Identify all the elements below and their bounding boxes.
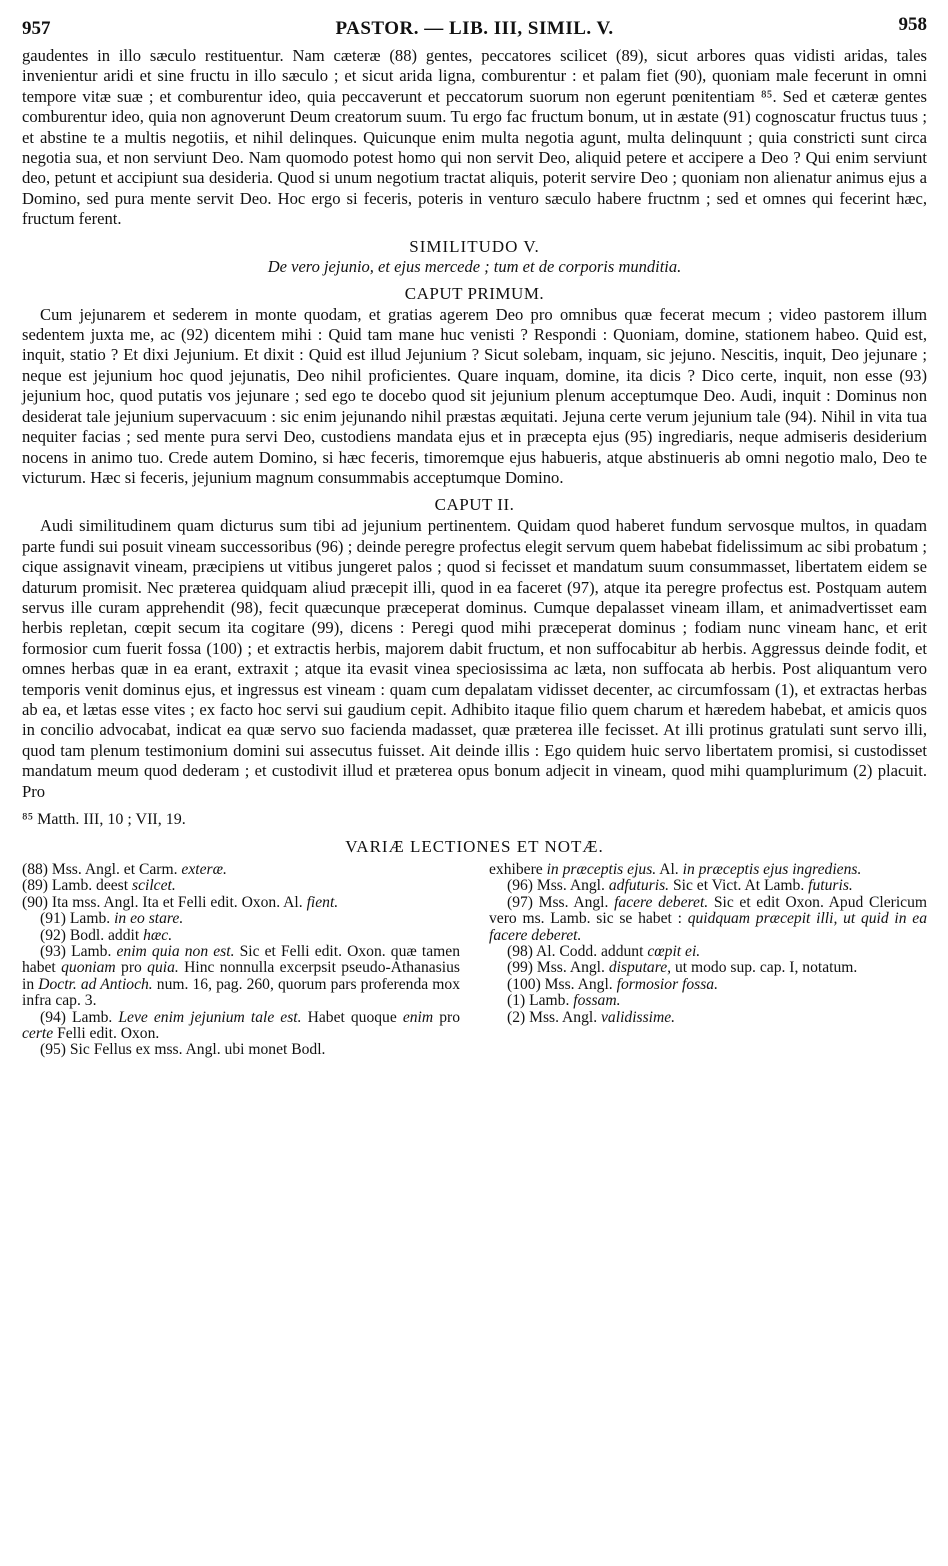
notes-left-column [22,862,460,1059]
running-title: PASTOR. — LIB. III, SIMIL. V. [335,18,614,39]
document-page [22,8,927,1059]
similitudo-title: SIMILITUDO V. [409,236,540,256]
note-94: (94) Lamb. Leve enim jejunium tale est. Habet quoque enim pro certe Felli edit. Oxon. [22,1008,460,1043]
note-97: (97) Mss. Angl. facere deberet. Sic et edit Oxon. Apud Clericum vero ms. Lamb. sic se habet : quidquam præcepit illi, ut quid in ea facere deberet. [489,893,928,944]
note-100: (100) Mss. Angl. formosior fossa. [507,975,718,993]
left-page-number: 957 [22,18,51,39]
notes-columns [22,862,927,1059]
caput-primum-text: Cum jejunarem et sederem in monte quodam, et gratias agerem Deo pro omnibus quæ fecerat mecum ; video pastorem illum sedentem juxta me, ac (92) dicentem mihi : Quid tam mane huc venisti ? Respondi : Quoniam, domine, stationem habeo. Quid est, inquit, statio ? Et dixi Jejunium. Et dixit : Quid est illud Jejunium ? Sicut solebam, inquam, sic jejuno. Nescitis, inquit, Deo jejunare ; neque est jejunium hoc quod jejunatis, Deo nihil proficientes. Quare inquam, domine, ita dicis ? Dico certe, inquit, non esse (93) jejunium hoc, quod putatis vos jejunare ; sed ego te docebo quod sit jejunium plenum acceptumque Deo. Audi, inquit : Dominus non desiderat tale jejunium supervacuum : sic enim jejunando nihil præstas æquitati. Jejuna certe verum jejunium tale (94). Nihil in vita tua nequiter facias ; sed mente pura servi Deo, custodiens mandata ejus et in præcepta ejus (95) ingrediaris, neque admiseris desiderium nocens in animo tuo. Crede autem Domino, si hæc feceris, timoremque ejus habueris, atque abstinueris ab omni negotio malo, Deo te victurum. Hæc si feceris, jejunium magnum consummabis acceptumque Domino. [22,304,927,487]
note-88: (88) Mss. Angl. et Carm. exteræ. [22,861,227,878]
notes-right-column [489,862,927,1059]
similitudo-subtitle: De vero jejunio, et ejus mercede ; tum et de corporis munditia. [267,256,682,276]
note-95-continued: exhibere in præceptis ejus. Al. in præceptis ejus ingrediens. [489,861,862,878]
footnote: ⁸⁵ Matth. III, 10 ; VII, 19. [22,811,186,828]
running-header [22,8,927,46]
note-92: (92) Bodl. addit hæc. [40,926,173,944]
note-91: (91) Lamb. in eo stare. [40,910,184,928]
note-95: (95) Sic Fellus ex mss. Angl. ubi monet Bodl. [40,1041,326,1059]
caput-primum-heading: CAPUT PRIMUM. [404,283,545,303]
intro-paragraph: gaudentes in illo sæculo restituentur. Nam cæteræ (88) gentes, peccatores scilicet (89), sicut arbores quas vidisti aridas, tales invenientur aridi et sine fructu in illo sæculo ; et sicut arida ligna, comburentur : et palam fiet (90), quoniam male fecerunt in omni tempore vitæ suæ ; et comburentur ideo, quia peccaverunt et peccatorum suorum non egerunt pœnitentiam ⁸⁵. Sed et cæteræ gentes comburentur ideo, quia non agnoverunt Deum creatorum suum. Tu ergo fac fructum bonum, ut in æstate (91) cognoscatur fructus tuus ; et abstine te a multis negotiis, et nihil delinques. Quicunque enim multa negotia agunt, multa delinquunt ; quia constricti sunt circa negotia sua, et non serviunt Deo. Nam quomodo potest homo qui non servit Deo, aliquid petere et accipere a Deo ? Qui enim serviunt deo, petunt et accipiunt sua desideria. Quod si unum negotium tractat aliquis, poterit servire Deo ; quoniam non alienatur animus ejus a Domino, sed pura mente servit Deo. Hoc ergo si feceris, poteris in venturo sæculo habere fructnm ; sed et omnes qui fecerint hæc, fructum ferent. [22,46,927,229]
notes-heading: VARIÆ LECTIONES ET NOTÆ. [345,837,604,856]
note-1: (1) Lamb. fossam. [507,992,621,1010]
note-90: (90) Ita mss. Angl. Ita et Felli edit. Oxon. Al. fient. [22,893,339,911]
note-98: (98) Al. Codd. addunt cœpit ei. [507,943,701,961]
right-page-number: 958 [898,14,927,35]
note-89: (89) Lamb. deest scilcet. [22,877,176,895]
caput-ii-text: Audi similitudinem quam dicturus sum tibi ad jejunium pertinentem. Quidam quod haberet fundum servosque multos, in quadam parte fundi sui posuit vineam successoribus (96) ; deinde peregre profectus elegit servum quem habebat fidelissimum ac sibi probatum ; cique assignavit vineam, præcipiens ut vitibus jungeret palos ; quod si fecisset et mandatum suum consummasset, libertatem eidem se daturum promisit. Nec præterea quidquam aliud præcepit illi, quod in ea faceret (97), atque ita peregre profectus est. Postquam autem servus ille curam apprehendit (98), fecit quæcunque præceperat dominus. Cumque depalasset vineam illam, et animadvertisset eam herbis repletan, cœpit secum ita cogitare (99), dicens : Peregi quod mihi præceperat dominus ; fodiam nunc vineam hanc, et erit formosior cum fuerit fossa (100) ; et extractis herbis, majorem dabit fructum, et non suffocabitur ab herbis. Aggressus deinde fodit, et omnes herbas quæ in ea erant, extraxit ; atque ita evasit vinea speciosissima ac læta, non suffocata ab herbis. Post aliquantum vero temporis venit dominus ejus, et ingressus est vineam : quam cum depalatam vidisset decenter, ac circumfossam (1), et extractas herbas ab ea, et lætas esse vites ; ex facto hoc servi sui gaudium cepit. Adhibito itaque filio quem charum et hæredem habebat, et amicis quos in concilio advocabat, indicat ea quæ servo suo facienda madasset, quæ præterea ille fecisset. At illi protinus gratulati sunt servo illi, quod tam plenum testimonium domini sui assecutus fuisset. Ait deinde illis : Ego quidem huic servo libertatem promisi, si custodisset mandatum meum quod dederam ; et custodivit illud et præterea opus bonum adjecit in vineam, quod mihi quamplurimum (2) placuit. Pro [22,516,927,801]
note-96: (96) Mss. Angl. adfuturis. Sic et Vict. At Lamb. futuris. [507,877,853,895]
note-2: (2) Mss. Angl. validissime. [507,1008,676,1026]
note-93: (93) Lamb. enim quia non est. Sic et Felli edit. Oxon. quæ tamen habet quoniam pro quia. Hinc nonnulla excerpsit pseudo-Athanasius in Doctr. ad Antioch. num. 16, pag. 260, quorum pars proferenda mox infra cap. 3. [22,943,461,1010]
note-99: (99) Mss. Angl. disputare, ut modo sup. cap. I, notatum. [507,959,858,977]
caput-ii-heading: CAPUT II. [434,495,515,515]
